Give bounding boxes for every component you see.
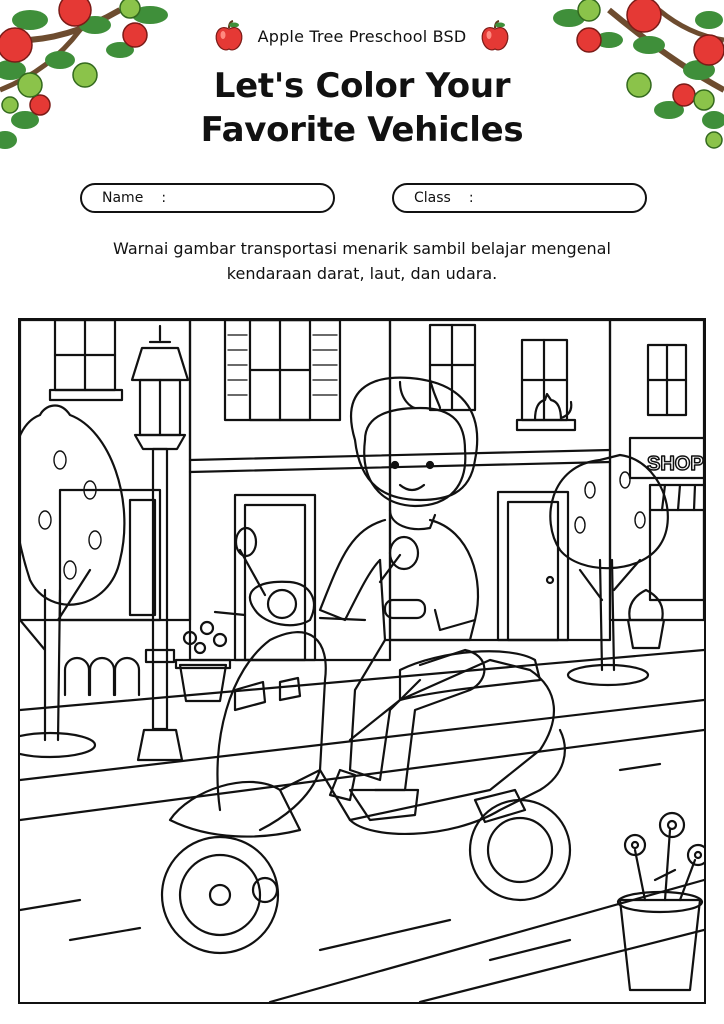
child-rider [320, 378, 484, 820]
flower-pot-left [176, 622, 230, 701]
bike-rack [65, 658, 139, 695]
road [20, 700, 704, 1002]
instructions [62, 236, 662, 286]
name-label: Name [102, 190, 144, 206]
apple-icon [214, 20, 244, 52]
page-title-line2: Favorite Vehicles [200, 110, 524, 150]
tree-left [20, 406, 124, 757]
flower-pot-small [628, 590, 664, 648]
class-label: Class [414, 190, 451, 206]
instructions-line2: kendaraan darat, laut, dan udara. [226, 264, 498, 283]
class-separator: : [468, 190, 474, 206]
school-name: Apple Tree Preschool BSD [257, 26, 467, 46]
shop-sign: SHOP [647, 453, 704, 475]
instructions-line1: Warnai gambar transportasi menarik sambil belajar mengenal [113, 239, 611, 258]
page-title-line1: Let's Color Your [213, 66, 511, 106]
name-separator: : [161, 190, 167, 206]
page-title [0, 64, 724, 152]
name-field[interactable] [80, 183, 335, 213]
coloring-illustration [18, 318, 706, 1004]
class-field[interactable] [392, 183, 647, 213]
apple-icon [480, 20, 510, 52]
school-header [0, 20, 724, 52]
